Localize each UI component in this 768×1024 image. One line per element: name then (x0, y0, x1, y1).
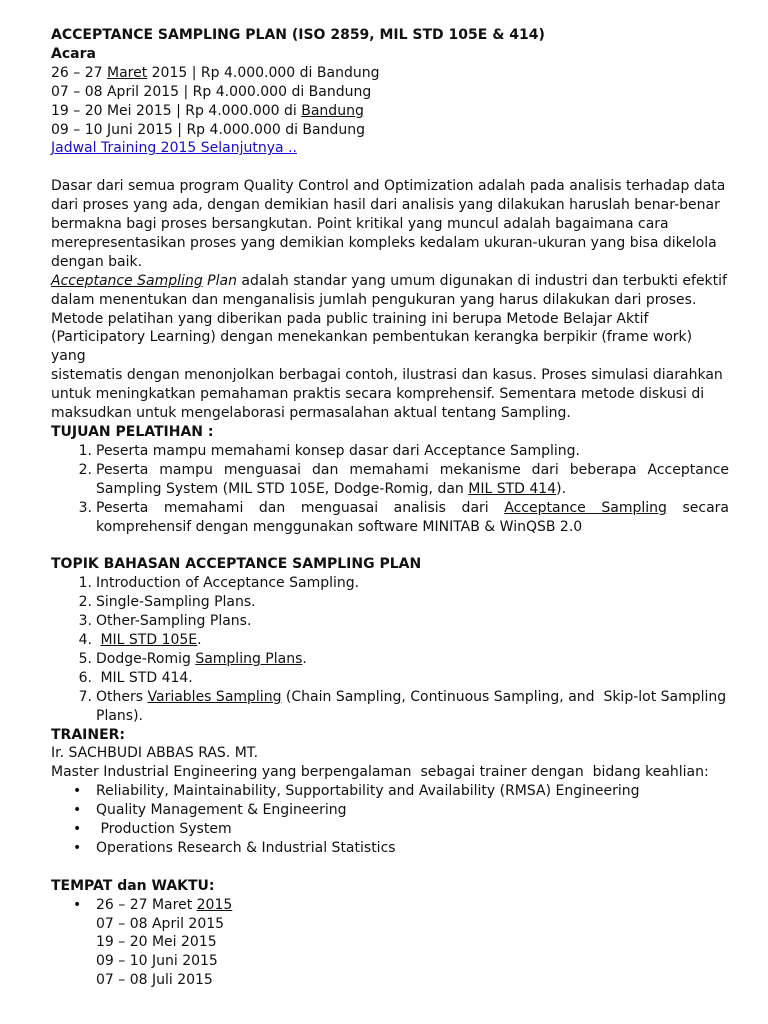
trainer-name: Ir. SACHBUDI ABBAS RAS. MT. (51, 745, 259, 762)
list-text: MIL STD 414. (96, 669, 193, 686)
list-text-part: Others (96, 688, 148, 705)
date-text: 26 – 27 Maret (96, 896, 197, 913)
list-text-part: Sampling System (MIL STD 105E, Dodge-Romig, dan (96, 480, 469, 497)
list-number: 3. (78, 499, 92, 516)
list-number: 7. (78, 688, 92, 705)
list-number: 1. (78, 575, 92, 592)
list-text-part: (Chain Sampling, Continuous Sampling, and Skip-lot Sampling (281, 688, 727, 705)
acceptance-sampling-link[interactable]: Acceptance Sampling (51, 272, 203, 289)
event-link[interactable]: Bandung (301, 102, 364, 119)
list-item (51, 461, 729, 499)
document-page (51, 26, 729, 990)
intro-line: dari proses yang ada, dengan demikian hasil dari analisis yang dilakukan haruslah benar-benar (51, 197, 720, 214)
intro-paragraph (51, 177, 729, 423)
list-text: Other-Sampling Plans. (96, 613, 252, 630)
intro-line: Metode pelatihan yang diberikan pada public training ini berupa Metode Belajar Aktif (51, 310, 649, 327)
event-line (51, 121, 729, 140)
variables-sampling-link[interactable]: Variables Sampling (147, 688, 282, 705)
date-line (96, 896, 729, 915)
spacer (51, 858, 729, 877)
list-number: 6. (78, 669, 92, 686)
topik-list (51, 574, 729, 725)
intro-line: untuk meningkatkan pemahaman praktis secara komprehensif. Sementara metode diskusi di (51, 386, 705, 403)
list-text: Peserta mampu menguasai dan memahami mekanisme dari beberapa Acceptance (96, 461, 729, 478)
list-text (96, 499, 729, 518)
list-item (51, 593, 729, 612)
event-link[interactable]: Maret (106, 64, 148, 81)
intro-line (51, 272, 729, 291)
date-line: 09 – 10 Juni 2015 (96, 953, 218, 970)
year-link[interactable]: 2015 (196, 896, 233, 913)
list-number: 2. (78, 461, 92, 478)
list-text: Dodge-Romig (96, 650, 196, 667)
list-item (51, 801, 729, 820)
intro-line: merepresentasikan proses yang demikian kompleks kedalam ukuran-ukuran yang bisa dikelola (51, 234, 717, 251)
intro-line: bermakna bagi proses bersangkutan. Point kritikal yang muncul adalah bagaimana cara (51, 216, 669, 233)
sampling-plans-link[interactable]: Sampling Plans (195, 650, 303, 667)
intro-line: Dasar dari semua program Quality Control and Optimization adalah pada analisis terhadap data (51, 178, 726, 195)
intro-line: sistematis dengan menonjolkan berbagai contoh, ilustrasi dan kasus. Proses simulasi diarahkan (51, 367, 723, 384)
event-text: 09 – 10 Juni 2015 | Rp 4.000.000 di Bandung (51, 121, 366, 138)
list-item (51, 631, 729, 650)
date-line: 07 – 08 April 2015 (96, 915, 225, 932)
document-title: ACCEPTANCE SAMPLING PLAN (ISO 2859, MIL STD 105E & 414) (51, 27, 545, 43)
list-text: . (197, 631, 202, 648)
list-text: Quality Management & Engineering (96, 802, 347, 819)
spacer (51, 536, 729, 555)
topik-heading: TOPIK BAHASAN ACCEPTANCE SAMPLING PLAN (51, 556, 422, 573)
list-text (96, 688, 729, 707)
list-item (51, 499, 729, 537)
intro-line: maksudkan untuk mengelaborasi permasalahan aktual tentang Sampling. (51, 405, 571, 422)
event-line (51, 83, 729, 102)
list-number: 3. (78, 613, 92, 630)
bullet-icon: • (73, 839, 82, 856)
list-item (51, 612, 729, 631)
list-text: Single-Sampling Plans. (96, 594, 256, 611)
list-text: Production System (96, 821, 232, 838)
tempat-heading: TEMPAT dan WAKTU: (51, 877, 215, 894)
event-text: 2015 | Rp 4.000.000 di Bandung (147, 64, 380, 81)
tempat-list (51, 896, 729, 991)
expertise-list (51, 782, 729, 858)
trainer-heading: TRAINER: (51, 726, 126, 743)
event-line (51, 64, 729, 83)
bullet-icon: • (73, 896, 82, 913)
event-list (51, 64, 729, 140)
mil-std-105e-link[interactable]: MIL STD 105E (100, 631, 198, 648)
mil-std-414-link[interactable]: MIL STD 414 (468, 480, 557, 497)
acara-label: Acara (51, 45, 96, 62)
event-line (51, 102, 729, 121)
list-item (51, 650, 729, 669)
list-text: . (302, 650, 307, 667)
bullet-icon: • (73, 802, 82, 819)
list-text-part: Peserta memahami dan menguasai analisis dari (96, 499, 505, 516)
list-text-part: ). (556, 480, 567, 497)
list-item (51, 839, 729, 858)
bullet-icon: • (73, 821, 82, 838)
list-item (51, 669, 729, 688)
list-item (51, 574, 729, 593)
list-item (51, 442, 729, 461)
list-text: komprehensif dengan menggunakan software MINITAB & WinQSB 2.0 (96, 518, 583, 535)
spacer (51, 158, 729, 177)
intro-line: dalam menentukan dan menganalisis jumlah pengukuran yang harus dilakukan dari proses. (51, 291, 697, 308)
event-text: 26 – 27 (51, 64, 107, 81)
date-line: 19 – 20 Mei 2015 (96, 934, 217, 951)
list-number: 4. (78, 631, 92, 648)
intro-text: adalah standar yang umum digunakan di industri dan terbukti efektif (236, 272, 727, 289)
tujuan-list (51, 442, 729, 537)
acceptance-sampling-link[interactable]: Acceptance Sampling (504, 499, 667, 516)
event-text: 07 – 08 April 2015 | Rp 4.000.000 di Bandung (51, 83, 372, 100)
tujuan-heading: TUJUAN PELATIHAN : (51, 424, 214, 441)
plan-italic: Plan (202, 272, 237, 289)
schedule-link[interactable]: Jadwal Training 2015 Selanjutnya .. (51, 140, 297, 157)
list-text-part: secara (666, 499, 730, 516)
intro-line: (Participatory Learning) dengan menekankan pembentukan kerangka berpikir (frame work) yang (51, 329, 693, 365)
list-text: Plans). (96, 707, 143, 724)
list-text: Introduction of Acceptance Sampling. (96, 575, 360, 592)
list-number: 5. (78, 650, 92, 667)
list-item (51, 688, 729, 726)
list-item (51, 820, 729, 839)
list-text: Reliability, Maintainability, Supportability and Availability (RMSA) Engineering (96, 783, 640, 800)
bullet-icon: • (73, 783, 82, 800)
list-number: 2. (78, 594, 92, 611)
list-item (51, 782, 729, 801)
date-line: 07 – 08 Juli 2015 (96, 972, 213, 989)
intro-line: dengan baik. (51, 253, 143, 270)
trainer-description: Master Industrial Engineering yang berpengalaman sebagai trainer dengan bidang keahlian: (51, 764, 709, 781)
list-number: 1. (78, 442, 92, 459)
event-text: 19 – 20 Mei 2015 | Rp 4.000.000 di (51, 102, 302, 119)
list-text (96, 480, 729, 499)
list-text: Operations Research & Industrial Statistics (96, 839, 396, 856)
list-item (51, 896, 729, 991)
list-text: Peserta mampu memahami konsep dasar dari Acceptance Sampling. (96, 442, 581, 459)
